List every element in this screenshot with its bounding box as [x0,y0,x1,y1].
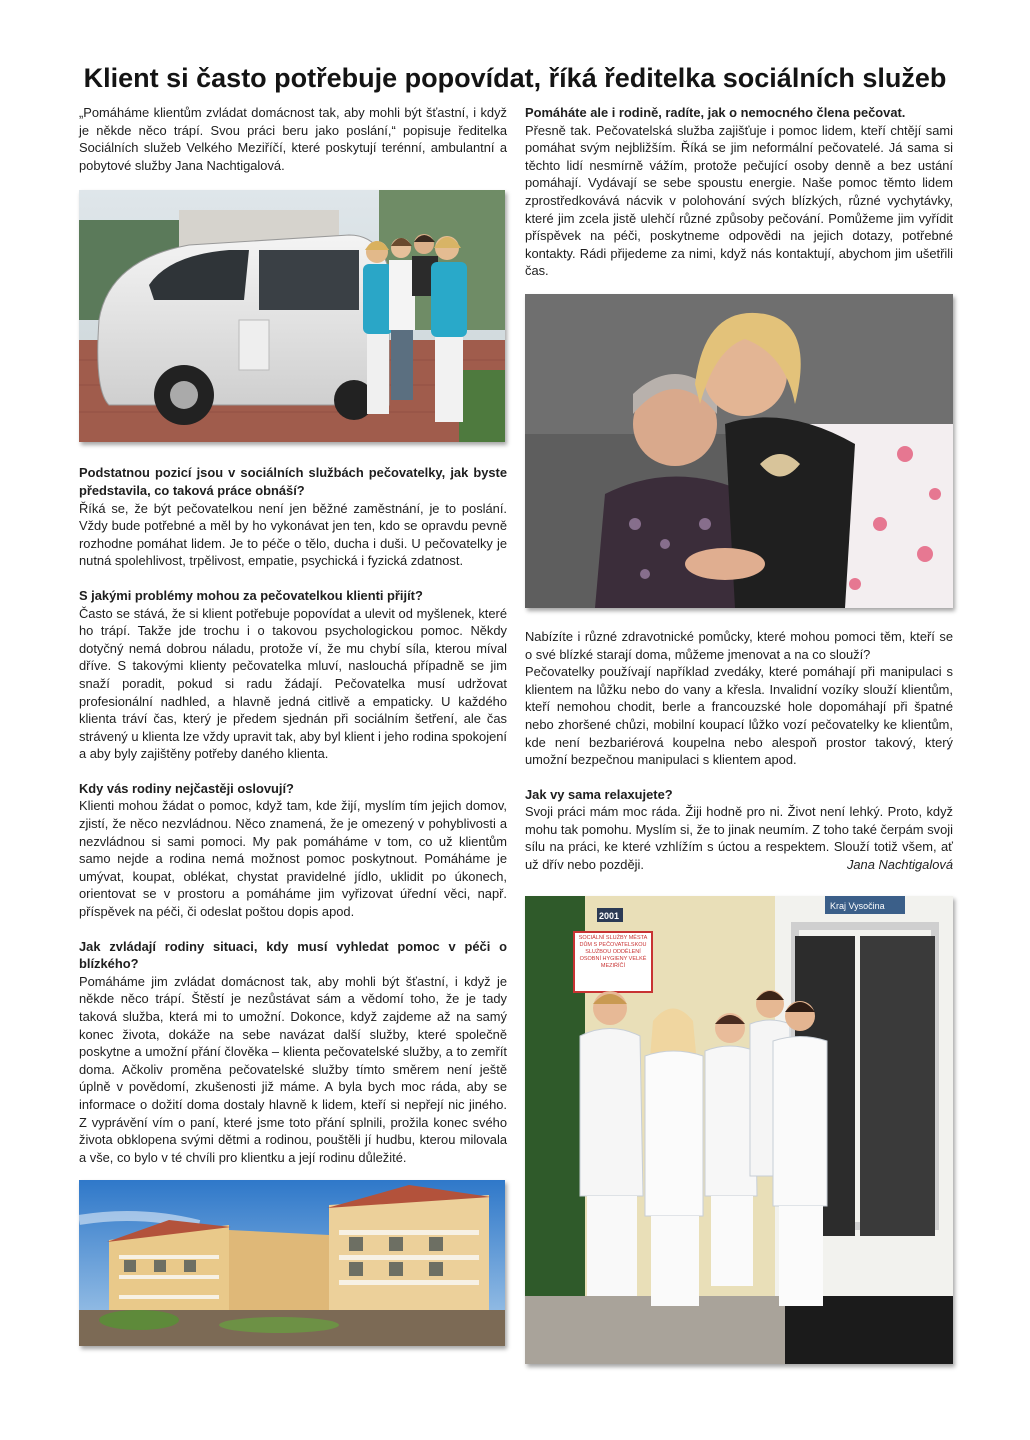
question-2: S jakými problémy mohou za pečovatelkou klienti přijít? [79,587,423,603]
answer-2: Často se stává, že si klient potřebuje popovídat a ulevit od myšlenek, které ho trápí. Takže jde trochu i o takovou psychologickou pomoc. Někdy dotyčný nemá dobrou náladu, protože ví, že mu chybí síla, kterou míval dříve. S takovými klienty pečovatelka mluví, naslouchá případně se jim snaží poradit, pokud si radu žádají. Pečovatelka musí udržovat profesionální nadhled, a hlavně jedná citlivě a empaticky. U každého klienta tráví čas, který je předem sjednán při sociálním šetření, ale čas strávený u klienta lze vždy upravit tak, aby byl klient i jeho rodina spokojení a aby byly zajištěny potřeby daného klienta. [79,605,507,762]
answer-1: Říká se, že být pečovatelkou není jen běžné zaměstnání, je to poslání. Vždy bude potřebné a měl by ho vykonávat jen ten, kdo se opravdu pevně rozhodne pomáhat lidem. Je to péče o tělo, ducha i duši. U pečovatelky je nutná spolehlivost, trpělivost, empatie, psychická i fyzická zdatnost. [79,500,507,569]
region-sign: Kraj Vysočina [830,900,885,911]
photo-building [79,1180,505,1346]
photo-entrance-team [525,896,953,1364]
photo-car-team [79,190,505,442]
facility-sign: SOCIÁLNÍ SLUŽBY MĚSTA DŮM S PEČOVATELSKOU SLUŽBOU ODDĚLENÍ OSOBNÍ HYGIENY VELKÉ MEZIŘÍČÍ [573,931,653,993]
author-signature: Jana Nachtigalová [846,857,953,873]
article-title: Klient si často potřebuje popovídat, říká ředitelka sociálních služeb [83,63,947,93]
answer-3: Klienti mohou žádat o pomoc, když tam, kde žijí, myslím tím jejich domov, zjistí, že něco nezvládnou. Něco znamená, že je omezený v pohyblivosti a nezvládnou si sami pomoci. My pak pomáháme v tom, co už klientům samo nejde a rodina nemá možnost pomoc poskytnout. Pomáháme je umývat, koupat, oblékat, chystat pravidelné jídlo, uklidit po úkonech, orientovat se v prostoru a pomáháme jim vyřizovat úřední věci, např. příspěvek na péči, či odeslat poštou dopis apod. [79,798,507,920]
question-3: Kdy vás rodiny nejčastěji oslovují? [79,780,294,796]
question-7: Jak vy sama relaxujete? [525,786,673,802]
house-number: 2001 [599,910,620,921]
question-6: Nabízíte i různé zdravotnické pomůcky, které mohou pomoci těm, kteří se o své blízké starají doma, můžeme jmenovat a na co slouží? [525,628,953,662]
answer-6: Pečovatelky používají například zvedáky, které pomáhají při manipulaci s klientem na lůžku nebo do vany a křesla. Invalidní vozíky slouží klientům, kteří nemohou chodit, berle a francouzské hole dopomáhají při špatné nebo zhoršené chůzi, mobilní koupací lůžko vozí pečovatelky ke klientům, kde není bezbariérová koupelna nebo alespoň prostor takový, který umožní bezpečnou manipulaci s klientem apod. [525,664,953,768]
right-column [525,104,953,1364]
question-1: Podstatnou pozicí jsou v sociálních službách pečovatelky, jak byste představila, co taková práce obnáší? [79,465,507,498]
article-intro: „Pomáháme klientům zvládat domácnost tak, aby mohli být šťastní, i když je někde něco trápí. Svou práci beru jako poslání,“ popisuje ředitelka Sociálních služeb Velkého Meziříčí, které poskytují terénní, ambulantní a pobytové služby Jana Nachtigalová. [79,105,507,173]
left-column [79,104,507,1346]
answer-5: Přesně tak. Pečovatelská služba zajišťuje i pomoc lidem, kteří chtějí sami pomáhat svým nejbližším. Říká se jim neformální pečovatelé. Já sama si těchto lidí nesmírně vážím, protože pečující osoby denně a bez ustání pomáhají. Vydávají se sebe spoustu energie. Naše pomoc těmto lidem zprostředkovává nácvik v polohování svých blízkých, různé vychytávky, které jim zcela jistě ulehčí různé způsoby pečování. Pomůžeme jim vyřídit příspěvek na péči, poskytneme odpovědi na jejich dotazy, potřebné kontakty. Rádi přijedeme za nimi, když nás kontaktují, abychom jim ušetřili čas. [525,122,953,279]
answer-4: Pomáháme jim zvládat domácnost tak, aby mohli být šťastní, i když je někde něco trápí. Štěstí je nezůstávat sám a vědomí toho, že je tady taková služba, která mi to umožní. Dokonce, když zajdeme až na samý konec života, dokáže na sebe navázat další služby, které společně poskytne a umožní přání člověka – klienta pečovatelské služby, a to zemřít doma. Ačkoliv proměna pečovatelské služby tímto směrem není ještě úplně v povědomí, zkušenosti již máme. A byla bych moc ráda, aby se informace o dožití doma dostaly hlavně k lidem, kteří si nepřejí nic jiného. Z vyprávění vím o paní, které jsme toto přání splnili, prožila konec svého života obklopena svými dětmi a rodinou, pouštěli jí hudbu, kterou milovala a vše, co bylo v té chvíli pro klientku a její rodinu důležité. [79,973,507,1165]
question-5: Pomáháte ale i rodině, radíte, jak o nemocného člena pečovat. [525,105,906,120]
question-4: Jak zvládají rodiny situaci, kdy musí vyhledat pomoc v péči o blízkého? [79,938,507,972]
answer-7: Svoji práci mám moc ráda. Žiji hodně pro ni. Život není lehký. Proto, když mohu tak pomohu. Myslím si, že to jinak neumím. Z toho také čerpám svoji sílu na práci, ke které vzhlížím s úctou a respektem. Slouží totiž všem, ať už dřív nebo později. [525,804,953,873]
photo-caregiver-client [525,294,953,608]
